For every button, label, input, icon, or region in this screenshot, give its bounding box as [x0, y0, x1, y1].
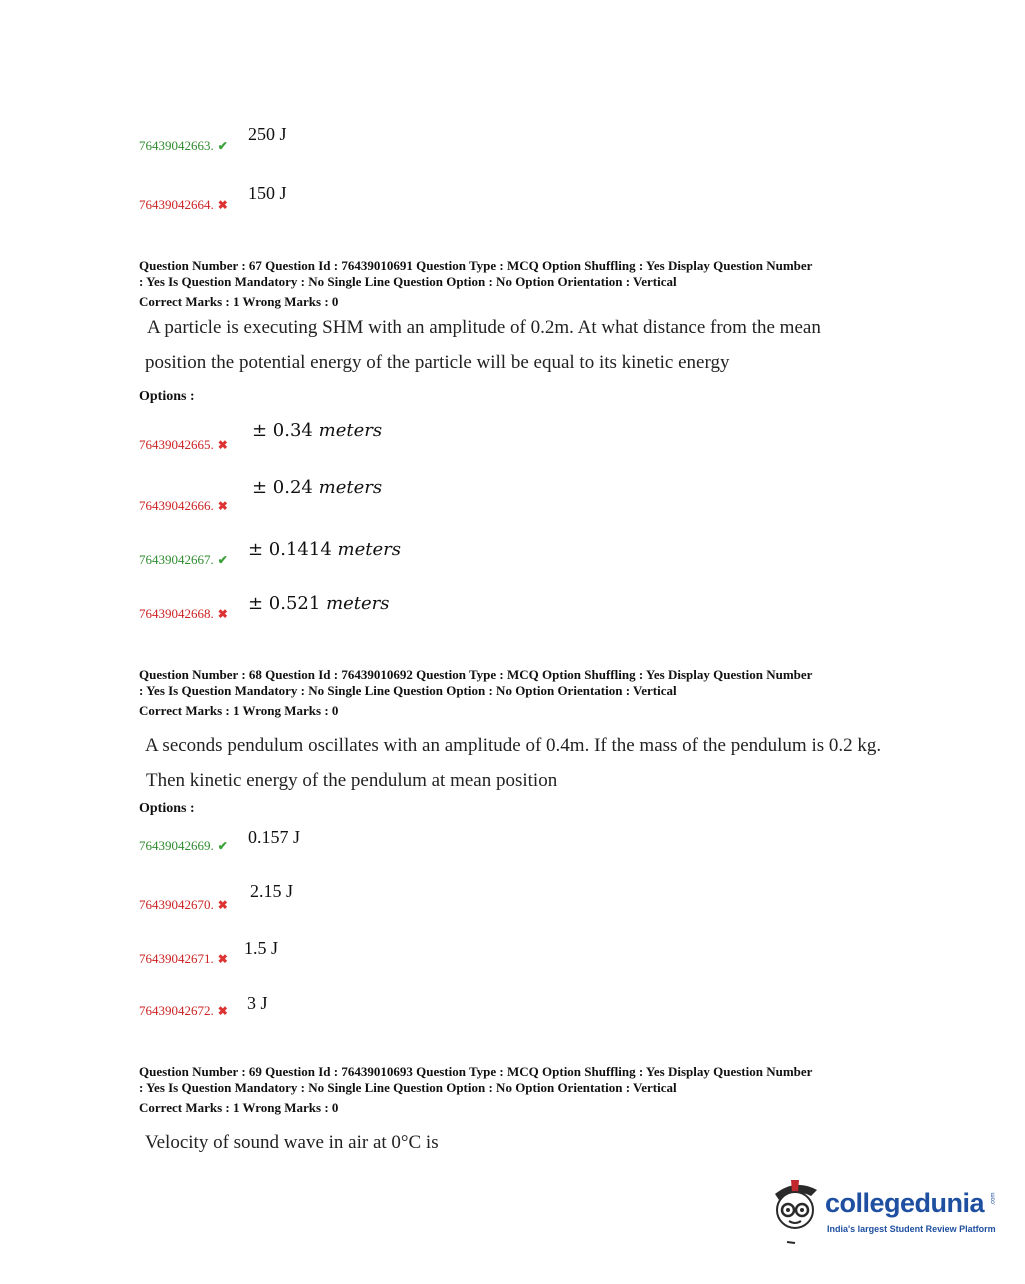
option-value: 250 J	[248, 124, 287, 144]
question-text: Velocity of sound wave in air at 0°C is	[145, 1132, 439, 1153]
option-value: 3 J	[247, 993, 268, 1013]
wrong-cross-icon: ✖	[217, 438, 228, 452]
options-label: Options :	[139, 389, 195, 404]
option-id: 76439042663. ✔	[139, 138, 228, 153]
option-value: 0.157 J	[248, 827, 301, 847]
option-id: 76439042665. ✖	[139, 437, 228, 452]
options-label: Options :	[139, 801, 195, 816]
option-id: 76439042672. ✖	[139, 1003, 228, 1018]
option-value: ± 0.1414 meters	[248, 539, 401, 560]
question-68	[139, 667, 939, 719]
option-value: 2.15 J	[250, 881, 294, 901]
option-value: ± 0.521 meters	[248, 593, 390, 614]
wrong-cross-icon: ✖	[217, 607, 228, 621]
wrong-cross-icon: ✖	[217, 898, 228, 912]
correct-check-icon: ✔	[217, 839, 228, 853]
wrong-cross-icon: ✖	[217, 1004, 228, 1018]
question-67	[139, 258, 939, 310]
option-id: 76439042664. ✖	[139, 197, 228, 212]
option-value: ± 0.34 meters	[252, 420, 383, 441]
question-69	[139, 1064, 939, 1116]
option-value: 1.5 J	[244, 938, 279, 958]
question-meta: Question Number : 68 Question Id : 76439010692 Question Type : MCQ Option Shuffling : Yes Display Question Number : Yes Is Question Mandatory : No Single Line Question Option : No Option Orientation : Vertical Correct Marks : 1 Wrong Marks : 0	[139, 667, 813, 718]
collegedunia-logo	[765, 1176, 1000, 1246]
logo-wordmark: collegedunia	[825, 1188, 985, 1218]
logo-tagline: India's largest Student Review Platform	[827, 1224, 996, 1234]
correct-check-icon: ✔	[217, 553, 228, 567]
question-text: A particle is executing SHM with an amplitude of 0.2m. At what distance from the mean position the potential energy of the particle will be equal to its kinetic energy	[145, 317, 821, 373]
option-id: 76439042667. ✔	[139, 552, 228, 567]
option-value: ± 0.24 meters	[252, 477, 383, 498]
option-id: 76439042669. ✔	[139, 838, 228, 853]
option-id: 76439042670. ✖	[139, 897, 228, 912]
question-meta: Question Number : 67 Question Id : 76439010691 Question Type : MCQ Option Shuffling : Yes Display Question Number : Yes Is Question Mandatory : No Single Line Question Option : No Option Orientation : Vertical Correct Marks : 1 Wrong Marks : 0	[139, 258, 813, 309]
question-meta: Question Number : 69 Question Id : 76439010693 Question Type : MCQ Option Shuffling : Yes Display Question Number : Yes Is Question Mandatory : No Single Line Question Option : No Option Orientation : Vertical Correct Marks : 1 Wrong Marks : 0	[139, 1064, 813, 1115]
question-text: A seconds pendulum oscillates with an amplitude of 0.4m. If the mass of the pendulum is 0.2 kg. Then kinetic energy of the pendulum at mean position	[145, 735, 882, 791]
wrong-cross-icon: ✖	[217, 952, 228, 966]
wrong-cross-icon: ✖	[217, 499, 228, 513]
option-id: 76439042671. ✖	[139, 951, 228, 966]
option-id: 76439042668. ✖	[139, 606, 228, 621]
wrong-cross-icon: ✖	[217, 198, 228, 212]
option-value: 150 J	[248, 183, 287, 203]
mascot-icon	[765, 1176, 825, 1246]
logo-suffix: .com	[990, 1192, 997, 1206]
option-id: 76439042666. ✖	[139, 498, 228, 513]
correct-check-icon: ✔	[217, 139, 228, 153]
